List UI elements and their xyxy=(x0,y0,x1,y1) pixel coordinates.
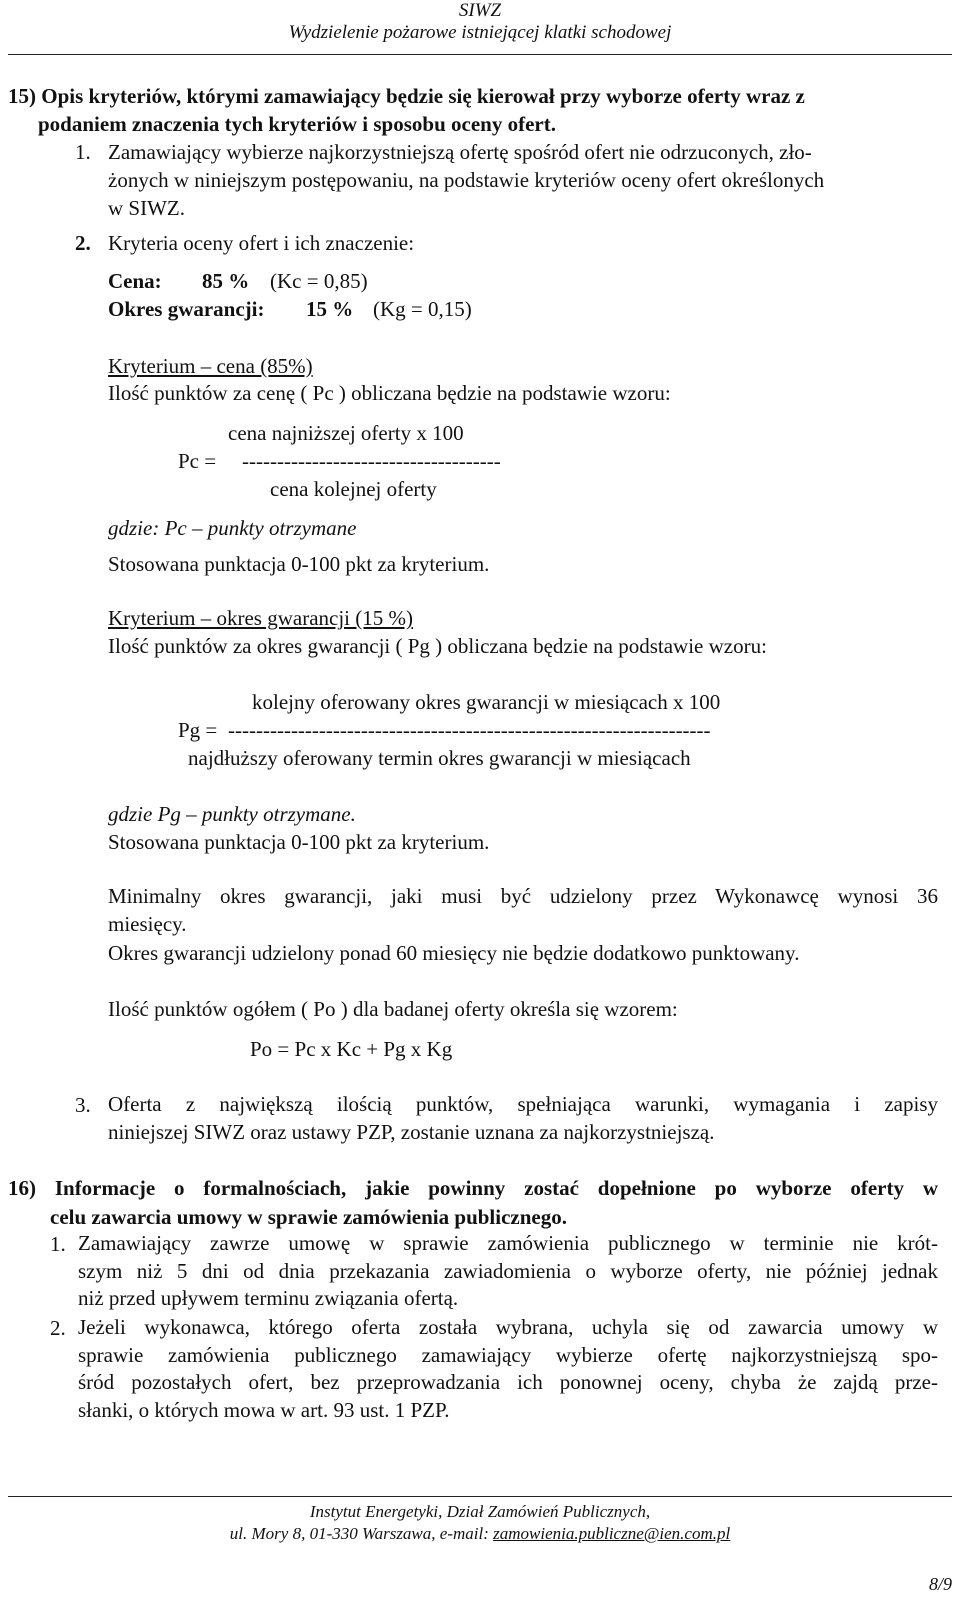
cena-percent: 85 % xyxy=(202,269,250,293)
s15-item1-number: 1. xyxy=(75,140,91,164)
kryterium-gwarancja-description: Ilość punktów za okres gwarancji ( Pg ) obliczana będzie na podstawie wzoru: xyxy=(108,634,767,658)
s16-item2-number: 2. xyxy=(50,1316,66,1340)
header-subtitle: Wydzielenie pożarowe istniejącej klatki schodowej xyxy=(288,22,672,43)
s15-item1-line3: w SIWZ. xyxy=(108,196,185,220)
gwarancja-label: Okres gwarancji: xyxy=(108,297,265,321)
s16-item2-line4: słanki, o których mowa w art. 93 ust. 1 PZP. xyxy=(78,1397,450,1422)
pg-formula-lhs: Pg = xyxy=(178,718,218,742)
s16-item1-number: 1. xyxy=(50,1232,66,1256)
pg-scoring-note: Stosowana punktacja 0-100 pkt za kryterium. xyxy=(108,830,490,854)
pc-formula-fraction-line: ------------------------------------- xyxy=(242,449,501,473)
section-15-heading: 15) Opis kryteriów, którymi zamawiający będzie się kierował przy wyborze oferty wraz z xyxy=(8,84,805,108)
min-gwarancja-line1: Minimalny okres gwarancji, jaki musi być udzielony przez Wykonawcę wynosi 36 xyxy=(108,884,938,908)
gwarancja-coefficient: (Kg = 0,15) xyxy=(373,297,472,321)
section-16-heading xyxy=(8,1175,938,1203)
s15-item1-line1: Zamawiający wybierze najkorzystniejszą ofertę spośród ofert nie odrzuconych, zło- xyxy=(108,140,812,164)
s15-item3-number: 3. xyxy=(75,1093,91,1117)
min-gwarancja-line2: miesięcy. xyxy=(108,911,187,936)
header-rule xyxy=(8,54,952,55)
min-gwarancja-paragraph xyxy=(108,883,938,938)
s15-item2-number: 2. xyxy=(75,231,91,255)
footer-address xyxy=(0,1524,960,1544)
section-16-heading-line1: 16) Informacje o formalnościach, jakie powinny zostać dopełnione po wyborze oferty w xyxy=(8,1176,938,1200)
pc-formula-numerator: cena najniższej oferty x 100 xyxy=(228,421,464,445)
page-number: 8/9 xyxy=(928,1574,952,1594)
pg-where-note: gdzie Pg – punkty otrzymane. xyxy=(108,802,356,826)
kryterium-cena-title: Kryterium – cena (85%) xyxy=(108,354,313,378)
pc-formula-lhs: Pc = xyxy=(178,449,217,473)
footer-email-link[interactable]: zamowienia.publiczne@ien.com.pl xyxy=(493,1524,731,1543)
footer-address-text: ul. Mory 8, 01-330 Warszawa, e-mail: xyxy=(229,1524,494,1543)
section-15-heading-cont: podaniem znaczenia tych kryteriów i sposobu oceny ofert. xyxy=(38,112,556,136)
kryterium-cena-description: Ilość punktów za cenę ( Pc ) obliczana będzie na podstawie wzoru: xyxy=(108,381,671,405)
po-formula: Po = Pc x Kc + Pg x Kg xyxy=(250,1037,453,1061)
pc-scoring-note: Stosowana punktacja 0-100 pkt za kryterium. xyxy=(108,552,490,576)
cena-label: Cena: xyxy=(108,269,162,293)
gwarancja-percent: 15 % xyxy=(306,297,354,321)
s15-item3-line1: Oferta z największą ilością punktów, spełniająca warunki, wymagania i zapisy xyxy=(108,1092,938,1116)
s15-item3-paragraph xyxy=(108,1091,938,1146)
over-60-note: Okres gwarancji udzielony ponad 60 miesięcy nie będzie dodatkowo punktowany. xyxy=(108,941,800,965)
s16-item1-line3: niż przed upływem terminu związania ofertą. xyxy=(78,1286,459,1310)
s16-item1-line1: Zamawiający zawrze umowę w sprawie zamówienia publicznego w terminie nie krót- xyxy=(78,1231,938,1255)
pg-formula-fraction-line: --------------------------------------------------------------------- xyxy=(228,718,711,742)
s16-item1-line2: szym niż 5 dni od dnia przekazania zawiadomienia o wyborze oferty, nie później jednak xyxy=(78,1258,938,1283)
s15-item2-text: Kryteria oceny ofert i ich znaczenie: xyxy=(108,231,415,255)
s15-item1-line2: żonych w niniejszym postępowaniu, na podstawie kryteriów oceny ofert określonych xyxy=(108,168,825,192)
kryterium-gwarancja-title: Kryterium – okres gwarancji (15 %) xyxy=(108,606,413,630)
s16-item2-line2: sprawie zamówienia publicznego zamawiający wybierze ofertę najkorzystniejszą spo- xyxy=(78,1342,938,1367)
header-title: SIWZ xyxy=(458,0,502,21)
s16-item2-paragraph xyxy=(78,1314,938,1424)
s16-item1-paragraph xyxy=(78,1230,938,1313)
pg-formula-denominator: najdłuższy oferowany termin okres gwarancji w miesiącach xyxy=(188,746,691,770)
footer-rule xyxy=(8,1496,952,1497)
s16-item2-line1: Jeżeli wykonawca, którego oferta została wybrana, uchyla się od zawarcia umowy w xyxy=(78,1315,938,1339)
po-description: Ilość punktów ogółem ( Po ) dla badanej oferty określa się wzorem: xyxy=(108,997,678,1021)
footer-institution: Instytut Energetyki, Dział Zamówień Publicznych, xyxy=(309,1502,651,1521)
section-16-heading-cont: celu zawarcia umowy w sprawie zamówienia publicznego. xyxy=(50,1205,567,1229)
pc-formula-denominator: cena kolejnej oferty xyxy=(270,477,437,501)
s16-item2-line3: śród pozostałych ofert, bez przeprowadzania ich ponownej oceny, chyba że zajdą prze- xyxy=(78,1370,938,1394)
pc-where-note: gdzie: Pc – punkty otrzymane xyxy=(108,516,357,540)
s15-item3-line2: niniejszej SIWZ oraz ustawy PZP, zostanie uznana za najkorzystniejszą. xyxy=(108,1119,715,1144)
pg-formula-numerator: kolejny oferowany okres gwarancji w miesiącach x 100 xyxy=(252,690,721,714)
cena-coefficient: (Kc = 0,85) xyxy=(270,269,368,293)
